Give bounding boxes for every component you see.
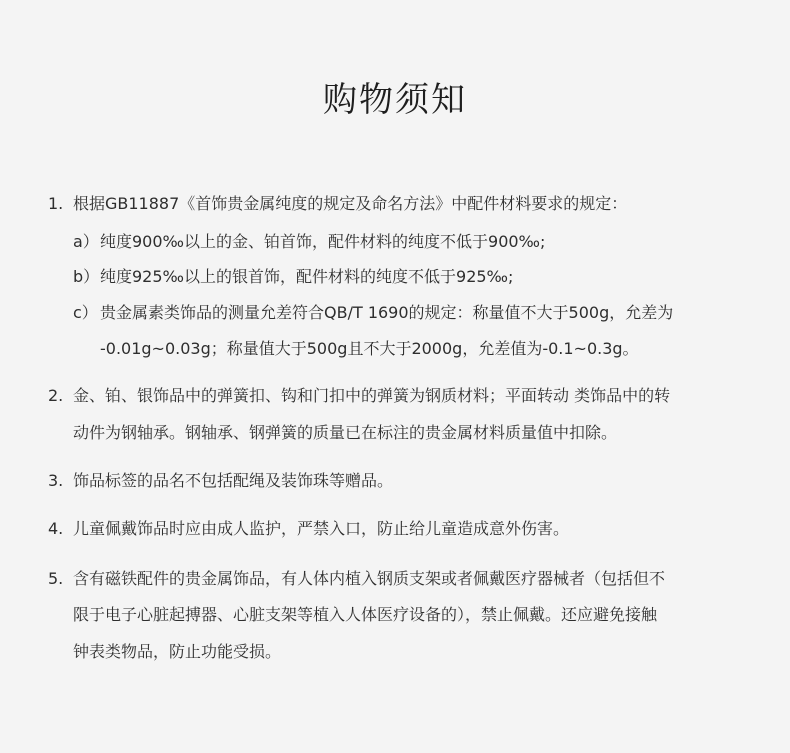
item-text: 限于电子心脏起搏器、心脏支架等植入人体医疗设备的），禁止佩戴。还应避免接触	[73, 605, 658, 624]
item-text: 根据GB11887《首饰贵金属纯度的规定及命名方法》中配件材料要求的规定：	[73, 194, 628, 213]
item-text: 动件为钢轴承。钢轴承、钢弹簧的质量已在标注的贵金属材料质量值中扣除。	[73, 423, 618, 442]
sub-item-text: 纯度900‰以上的金、铂首饰，配件材料的纯度不低于900‰;	[100, 232, 546, 251]
item-number: 3.	[48, 471, 64, 490]
item-text: 饰品标签的品名不包括配绳及装饰珠等赠品。	[73, 471, 394, 490]
sub-item-label: c）	[73, 303, 98, 322]
item-number: 2.	[48, 386, 64, 405]
sub-item-text: 纯度925‰以上的银首饰，配件材料的纯度不低于925‰;	[100, 267, 514, 286]
item-text: 含有磁铁配件的贵金属饰品，有人体内植入钢质支架或者佩戴医疗器械者（包括但不	[73, 569, 666, 588]
sub-item-text: -0.01g~0.03g；称量值大于500g且不大于2000g，允差值为-0.1~0.3g。	[100, 339, 639, 358]
item-number: 1.	[48, 194, 64, 213]
sub-item-label: b）	[73, 267, 100, 286]
page-title: 购物须知	[323, 80, 467, 120]
item-text: 金、铂、银饰品中的弹簧扣、钩和门扣中的弹簧为钢质材料；平面转动 类饰品中的转	[73, 386, 671, 405]
item-number: 4.	[48, 519, 64, 538]
item-number: 5.	[48, 569, 64, 588]
sub-item-text: 贵金属素类饰品的测量允差符合QB/T 1690的规定：称量值不大于500g，允差为	[100, 303, 674, 322]
sub-item-label: a）	[73, 232, 99, 251]
item-text: 钟表类物品，防止功能受损。	[73, 642, 282, 661]
item-text: 儿童佩戴饰品时应由成人监护，严禁入口，防止给儿童造成意外伤害。	[73, 519, 570, 538]
